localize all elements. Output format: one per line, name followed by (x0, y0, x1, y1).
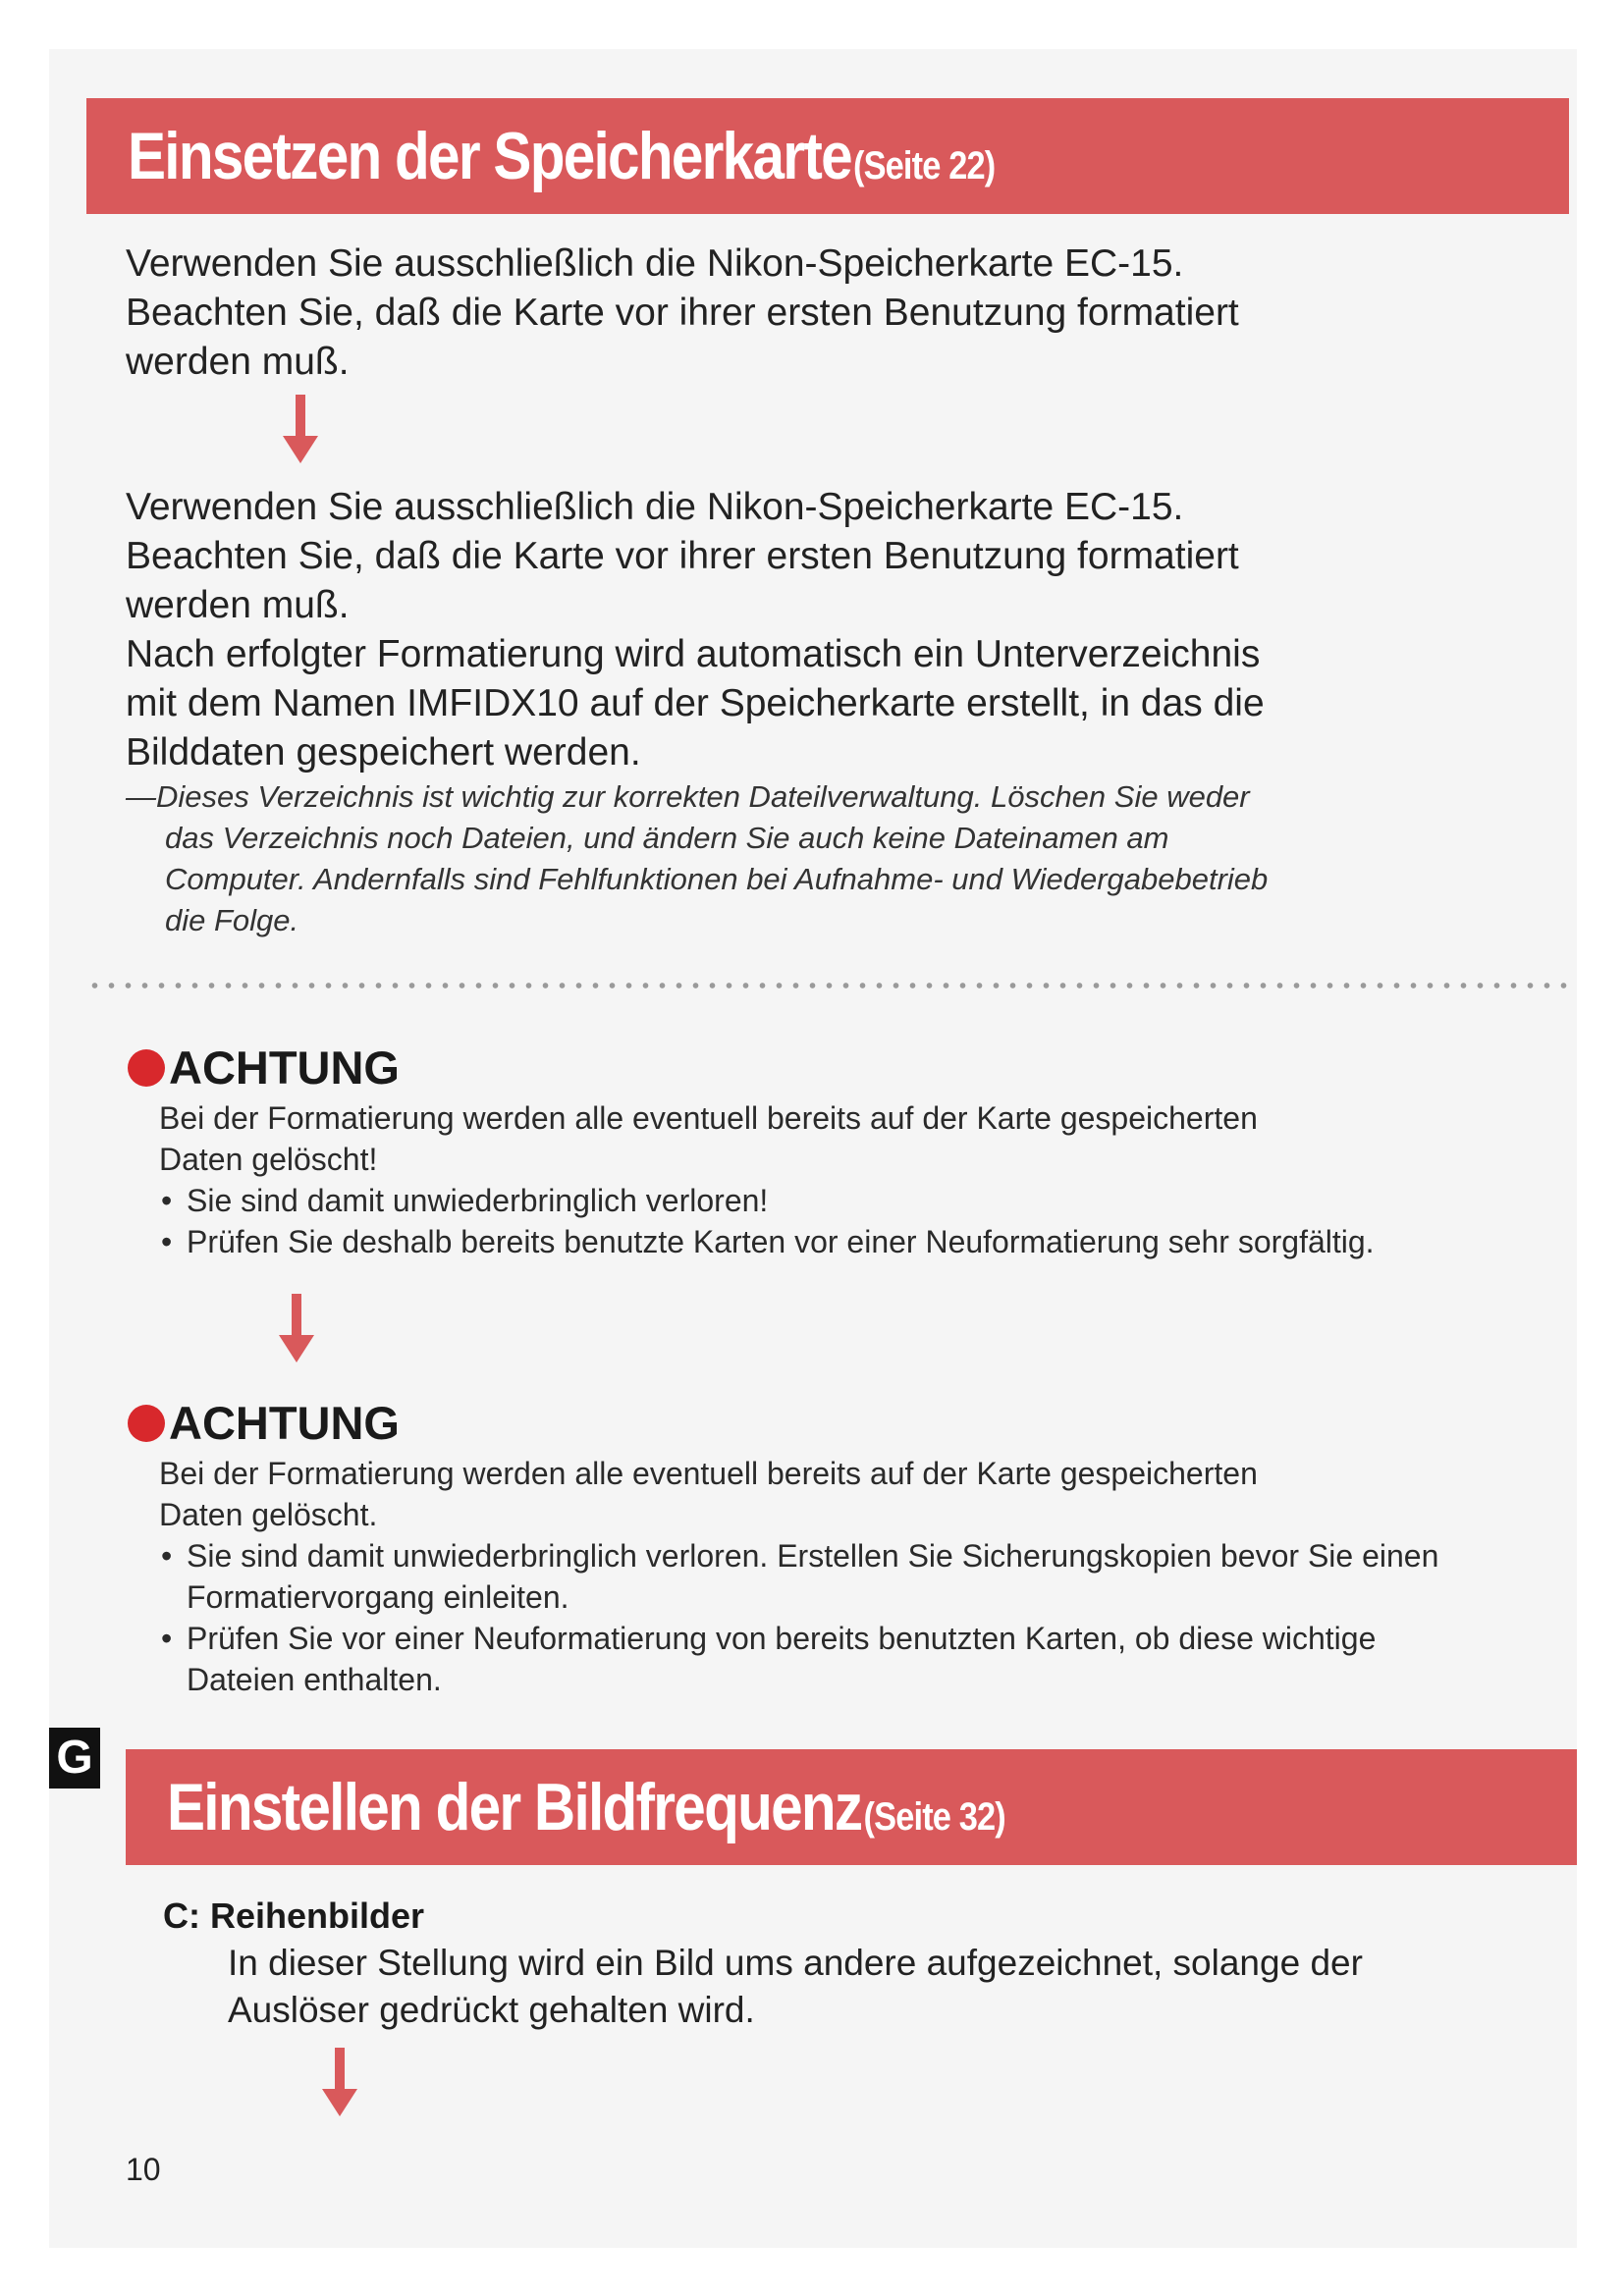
item-description: In dieser Stellung wird ein Bild ums andere aufgezeichnet, solange der Auslöser gedrückt gehalten wird. (228, 1943, 1363, 2030)
language-tab: G (49, 1728, 100, 1789)
manual-page (49, 49, 1577, 2248)
section-title: Einstellen der Bildfrequenz (167, 1770, 862, 1844)
red-dot-icon (128, 1049, 165, 1087)
warning-body-1: Bei der Formatierung werden alle eventuell bereits auf der Karte gespeicherten Daten gelöscht! • Sie sind damit unwiederbringlich verloren! • Prüfen Sie deshalb bereits benutzte Karten vor einer Neuformatierung sehr sorgfältig. (159, 1097, 1534, 1262)
bullet-item: • Sie sind damit unwiederbringlich verloren. Erstellen Sie Sicherungskopien bevor Sie einen Formatiervorgang einleiten. (159, 1535, 1502, 1618)
section-page-ref: (Seite 32) (863, 1795, 1005, 1839)
bullet-item: • Prüfen Sie deshalb bereits benutzte Karten vor einer Neuformatierung sehr sorgfältig. (159, 1221, 1384, 1262)
directory-note: —Dieses Verzeichnis ist wichtig zur korrekten Dateilverwaltung. Löschen Sie weder das Verzeichnis noch Dateien, und ändern Sie auch keine Dateinamen am Computer. Andernfalls sind Fehlfunktionen bei Aufnahme- und Wiedergabebetrieb die Folge. (126, 779, 1269, 937)
arrow-down-icon (320, 2048, 359, 2116)
red-dot-icon (128, 1405, 165, 1442)
warning-body-2: Bei der Formatierung werden alle eventuell bereits auf der Karte gespeicherten Daten gelöscht. • Sie sind damit unwiederbringlich verloren. Erstellen Sie Sicherungskopien bevor Sie einen Formatiervorgang einleiten. • Prüfen Sie vor einer Neuformatierung von bereits benutzten Karten, ob diese wichtige Dateien enthalten. (159, 1453, 1534, 1700)
old-text-block: Verwenden Sie ausschließlich die Nikon-Speicherkarte EC-15. Beachten Sie, daß die Karte vor ihrer ersten Benutzung formatiert werden muß. (126, 242, 1239, 383)
section-title: Einsetzen der Speicherkarte (128, 119, 851, 193)
page-number: 10 (126, 2152, 161, 2187)
item-label: C: Reihenbilder (163, 1896, 425, 1936)
section-page-ref: (Seite 22) (852, 144, 996, 187)
section-banner-bildfrequenz (126, 1749, 1577, 1865)
arrow-down-icon (277, 1294, 316, 1362)
dotted-divider (86, 982, 1569, 989)
warning-heading-1: ACHTUNG (128, 1041, 400, 1095)
bullet-item: • Sie sind damit unwiederbringlich verloren! (159, 1180, 1534, 1221)
new-text-block: Verwenden Sie ausschließlich die Nikon-Speicherkarte EC-15. Beachten Sie, daß die Karte vor ihrer ersten Benutzung formatiert werden muß. Nach erfolgter Formatierung wird automatisch ein Unterverzeichnis mit dem Namen IMFIDX10 auf der Speicherkarte erstellt, in das die Bilddaten gespeichert werden. (126, 486, 1265, 774)
section-banner-speicherkarte (86, 98, 1569, 214)
bullet-item: • Prüfen Sie vor einer Neuformatierung von bereits benutzten Karten, ob diese wichtige Dateien enthalten. (159, 1618, 1424, 1700)
warning-heading-2: ACHTUNG (128, 1396, 400, 1451)
arrow-down-icon (281, 395, 320, 463)
